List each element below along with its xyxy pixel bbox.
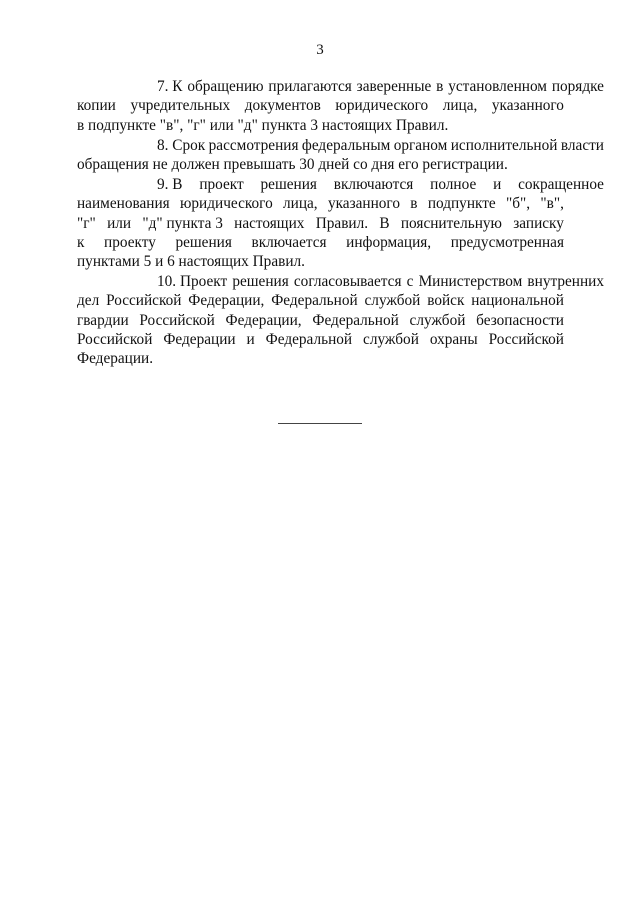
text-word: установленном [448,78,547,95]
text-word: к [77,233,85,251]
text-word: согласовывается [293,273,402,290]
text-word: службой [409,311,466,329]
text-word: Российской [488,330,564,348]
text-word: обращения не должен превышать 30 дней со дня его регистрации. [77,156,508,174]
text-word: исполнительной [450,137,558,154]
text-line [77,330,564,350]
text-line [77,252,564,272]
text-word: юридического [335,97,429,115]
text-word: подпункте [427,195,496,213]
text-line [117,175,604,195]
text-word: проект [199,176,244,193]
text-word: "б", [506,195,531,213]
text-word: наименования [77,195,170,213]
text-word: информация, [346,233,432,251]
text-line [77,349,564,369]
text-word: "д" пункта 3 [142,214,223,232]
text-word: Российской [77,330,153,348]
text-word: "в", [540,195,564,213]
text-word: решения [232,273,289,290]
text-word: прилагаются [268,78,352,95]
text-line [77,214,564,234]
text-word: предусмотренная [450,233,564,251]
text-line [77,291,564,311]
text-word: власти [560,137,604,154]
text-word: рассмотрения [208,137,299,154]
text-word: решения [175,233,232,251]
text-word: решения [260,176,317,193]
text-line [77,155,564,175]
text-word: Федеральной [312,311,399,329]
text-word: охраны [429,330,478,348]
text-word: 7. К [157,78,183,95]
text-word: безопасности [476,311,564,329]
text-line [77,194,564,214]
text-word: Министерством [418,273,523,290]
text-word: документов [244,97,321,115]
text-word: Федерации, [225,311,302,329]
text-word: юридического [179,195,273,213]
text-word: включаются [333,176,414,193]
text-word: 10. Проект [157,273,228,290]
text-word: полное [430,176,477,193]
text-word: указанного [327,195,400,213]
text-word: копии [77,97,116,115]
text-word: лица, [283,195,318,213]
text-word: в [410,195,418,213]
text-word: включается [251,233,327,251]
text-word: Правил. [315,214,369,232]
text-line [117,272,604,292]
text-word: заверенные [356,78,432,95]
text-word: настоящих [234,214,305,232]
text-word: пояснительную [400,214,502,232]
text-word: в [436,78,444,95]
text-word: сокращенное [518,176,604,193]
text-word: указанного [491,97,564,115]
text-line [77,116,564,136]
text-line [77,311,564,331]
text-line [117,77,604,97]
text-word: и [246,330,255,348]
text-word: с [406,273,414,290]
end-separator-line [278,423,362,424]
text-word: дел [77,292,100,310]
text-word: Федерации [163,330,236,348]
text-word: и [493,176,502,193]
text-word: Российской [139,311,215,329]
text-word: лица, [442,97,478,115]
text-word: службой [363,330,419,348]
text-word: В [379,214,390,232]
text-word: обращению [187,78,264,95]
text-word: органом [393,137,448,154]
text-word: 8. Срок [157,137,206,154]
text-line [77,96,564,116]
text-word: 9. В [157,176,183,193]
page-number: 3 [316,42,324,58]
text-word: Федеральной [265,330,353,348]
text-word: в подпункте "в", "г" или "д" пункта 3 настоящих Правил. [77,116,449,134]
text-word: службой [364,292,421,310]
text-word: войск [427,292,465,310]
text-word: пунктами 5 и 6 настоящих Правил. [77,253,305,271]
text-word: внутренних [527,273,604,290]
text-word: "г" [77,214,96,232]
text-word: национальной [471,292,564,310]
text-word: порядке [551,78,604,95]
text-word: федеральным [301,137,391,154]
text-word: проекту [104,233,156,251]
text-line [77,233,564,253]
text-word: Федеральной [271,292,358,310]
text-word: записку [513,214,564,232]
text-word: или [107,214,132,232]
text-word: Федерации, [188,292,265,310]
text-line [117,136,604,156]
text-word: учредительных [130,97,231,115]
text-word: Федерации. [77,350,154,368]
text-word: Российской [106,292,182,310]
text-word: гвардии [77,311,129,329]
